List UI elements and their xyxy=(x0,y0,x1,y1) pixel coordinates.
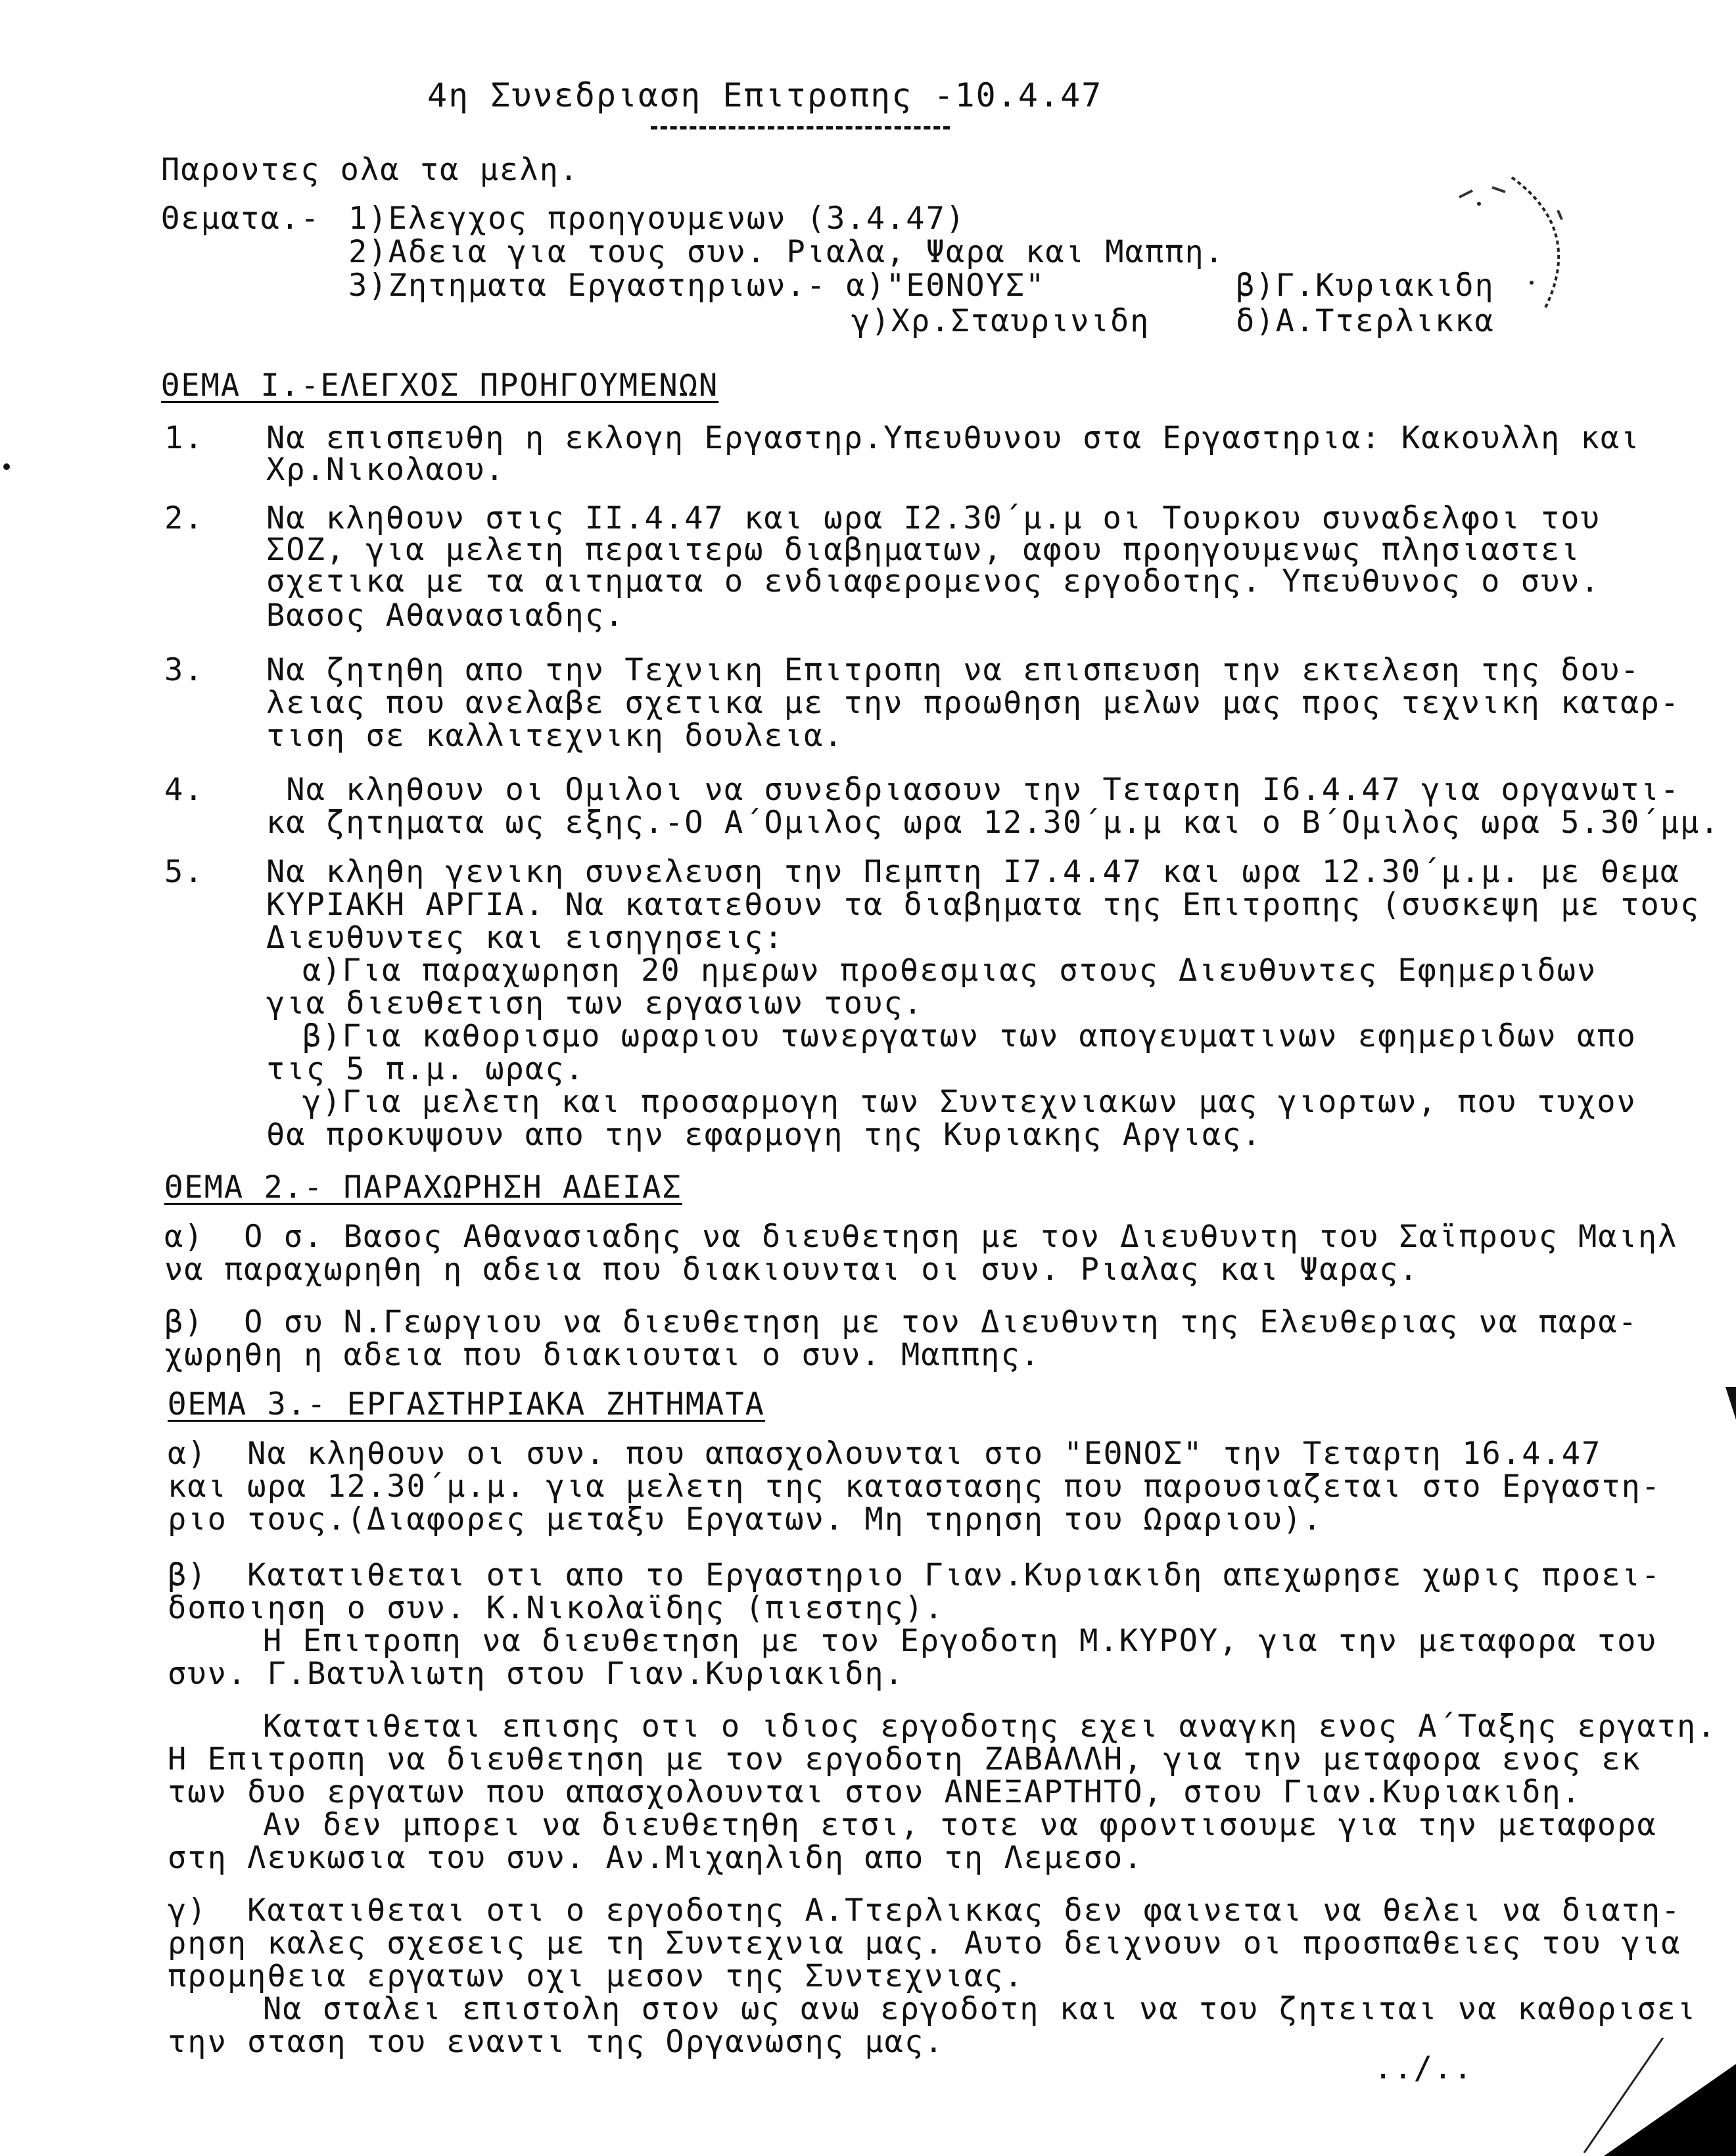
agenda-item-3b: β)Γ.Κυριακιδη xyxy=(1236,268,1495,304)
item-5-line-3: Διευθυντες και εισηγησεις: xyxy=(266,920,784,956)
section-2-a-line-2: να παραχωρηθη η αδεια που διακιουνται οι συν. Ριαλας και Ψαρας. xyxy=(164,1252,1419,1288)
item-2-line-1: Να κληθουν στις ΙΙ.4.47 και ωρα Ι2.30΄μ.μ οι Τουρκου συναδελφοι του xyxy=(266,500,1601,536)
item-5-line-1: Να κληθη γενικη συνελευση την Πεμπτη Ι7.4.47 και ωρα 12.30΄μ.μ. με θεμα xyxy=(266,854,1681,890)
section-3-g-line-5: την σταση του εναντι της Οργανωσης μας. xyxy=(168,2024,945,2060)
item-5-sub-b-1: β)Για καθορισμο ωραριου τωνεργατων των απογευματινων εφημεριδων απο xyxy=(302,1018,1637,1054)
present-line: Παροντες ολα τα μελη. xyxy=(161,152,580,188)
edge-mark-right xyxy=(1722,1387,1736,1420)
section-2-b-line-1: β) Ο συ Ν.Γεωργιου να διευθετηση με τον Διευθυντη της Ελευθεριας να παρα- xyxy=(164,1304,1638,1340)
item-5-sub-a-2: για διευθετιση των εργασιων τους. xyxy=(266,985,924,1021)
item-4-line-1: Να κληθουν οι Ομιλοι να συνεδριασουν την Τεταρτη Ι6.4.47 για οργανωτι- xyxy=(266,772,1681,808)
section-3-b-line-2: δοποιηση ο συν. Κ.Νικολαϊδης (πιεστης). xyxy=(168,1590,945,1626)
item-5-line-2: ΚΥΡΙΑΚΗ ΑΡΓΙΑ. Να κατατεθουν τα διαβηματα της Επιτροπης (συσκεψη με τους xyxy=(266,887,1701,923)
section-2-a-line-1: α) Ο σ. Βασος Αθανασιαδης να διευθετηση με τον Διευθυντη του Σαϊπρους Μαιηλ xyxy=(164,1219,1678,1255)
item-3-line-1: Να ζητηθη απο την Τεχνικη Επιτροπη να επισπευση την εκτελεση της δου- xyxy=(266,652,1641,688)
section-3-b-line-4: συν. Γ.Βατυλιωτη στου Γιαν.Κυριακιδη. xyxy=(168,1656,904,1692)
agenda-label: Θεματα.- xyxy=(161,200,321,237)
corner-shadow xyxy=(1564,2038,1736,2156)
continuation-mark: ../.. xyxy=(1374,2050,1474,2086)
section-3-a-line-1: α) Να κληθουν οι συν. που απασχολουνται στο "ΕΘΝΟΣ" την Τεταρτη 16.4.47 xyxy=(168,1436,1602,1472)
section-2-b-line-2: χωρηθη η αδεια που διακιουται ο συν. Μαππης. xyxy=(164,1337,1041,1373)
agenda-item-3g: γ)Χρ.Σταυρινιδη xyxy=(851,303,1150,339)
stamp-mark xyxy=(1413,151,1597,335)
section-3-g-line-3: προμηθεια εργατων οχι μεσον της Συντεχνιας. xyxy=(168,1958,1024,1994)
section-3-g-line-1: γ) Κατατιθεται οτι ο εργοδοτης Α.Ττερλικκας δεν φαινεται να θελει να διατη- xyxy=(168,1892,1681,1929)
item-5-sub-a-1: α)Για παραχωρηση 20 ημερων προθεσμιας στους Διευθυντες Εφημεριδων xyxy=(302,952,1597,989)
item-3-number: 3. xyxy=(164,652,204,688)
agenda-item-1: 1)Ελεγχος προηγουμενων (3.4.47) xyxy=(348,200,966,237)
title-underline xyxy=(651,126,950,129)
item-5-number: 5. xyxy=(164,854,204,890)
section-3-p-line-3: των δυο εργατων που απασχολουνται στον ΑΝΕΞΑΡΤΗΤΟ, στου Γιαν.Κυριακιδη. xyxy=(168,1774,1582,1810)
item-5-sub-b-2: τις 5 π.μ. ωρας. xyxy=(266,1051,585,1087)
item-2-line-2: ΣΟΖ, για μελετη περαιτερω διαβηματων, αφου προηγουμενως πλησιαστει xyxy=(266,532,1581,568)
edge-mark xyxy=(0,460,13,473)
item-5-sub-g-2: θα προκυψουν απο την εφαρμογη της Κυριακης Αργιας. xyxy=(266,1117,1262,1153)
section-2-heading: ΘΕΜΑ 2.- ΠΑΡΑΧΩΡΗΣΗ ΑΔΕΙΑΣ xyxy=(164,1169,682,1206)
section-3-b-line-3: Η Επιτροπη να διευθετηση με τον Εργοδοτη Μ.ΚΥΡΟΥ, για την μεταφορα του xyxy=(263,1623,1657,1659)
item-4-line-2: κα ζητηματα ως εξης.-Ο Α΄Ομιλος ωρα 12.30΄μ.μ και ο Β΄Ομιλος ωρα 5.30΄μμ. xyxy=(266,805,1720,841)
agenda-item-3: 3)Ζητηματα Εργαστηριων.- α)"ΕΘΝΟΥΣ" xyxy=(348,268,1046,304)
item-3-line-3: τιση σε καλλιτεχνικη δουλεια. xyxy=(266,718,844,754)
section-3-a-line-3: ριο τους.(Διαφορες μεταξυ Εργατων. Μη τηρηση του Ωραριου). xyxy=(168,1501,1323,1537)
item-5-sub-g-1: γ)Για μελετη και προσαρμογη των Συντεχνιακων μας γιορτων, που τυχον xyxy=(302,1084,1637,1120)
section-3-b-line-1: β) Κατατιθεται οτι απο το Εργαστηριο Γιαν.Κυριακιδη απεχωρησε χωρις προει- xyxy=(168,1557,1662,1593)
agenda-item-3d: δ)Α.Ττερλικκα xyxy=(1236,303,1495,339)
item-2-number: 2. xyxy=(164,500,204,536)
item-1-line-1: Να επισπευθη η εκλογη Εργαστηρ.Υπευθυνου στα Εργαστηρια: Κακουλλη και xyxy=(266,420,1641,456)
item-2-line-3: σχετικα με τα αιτηματα ο ενδιαφερομενος εργοδοτης. Υπευθυνος ο συν. xyxy=(266,563,1601,599)
agenda-item-2: 2)Αδεια για τους συν. Ριαλα, Ψαρα και Μαππη. xyxy=(348,234,1225,270)
section-3-p-line-2: Η Επιτροπη να διευθετηση με τον εργοδοτη ΖΑΒΑΛΛΗ, για την μεταφορα ενος εκ xyxy=(168,1741,1641,1777)
section-3-g-line-2: ρηση καλες σχεσεις με τη Συντεχνια μας. Αυτο δειχνουν οι προσπαθειες του για xyxy=(168,1925,1681,1961)
section-3-g-line-4: Να σταλει επιστολη στον ως ανω εργοδοτη και να του ζητειται να καθορισει xyxy=(263,1991,1697,2027)
item-2-line-4: Βασος Αθανασιαδης. xyxy=(266,598,625,634)
item-3-line-2: λειας που ανελαβε σχετικα με την προωθηση μελων μας προς τεχνικη καταρ- xyxy=(266,685,1681,721)
section-3-p-line-5: στη Λευκωσια του συν. Αν.Μιχαηλιδη απο τη Λεμεσο. xyxy=(168,1840,1144,1876)
section-3-heading: ΘΕΜΑ 3.- ΕΡΓΑΣΤΗΡΙΑΚΑ ΖΗΤΗΜΑΤΑ xyxy=(168,1386,765,1422)
section-3-a-line-2: και ωρα 12.30΄μ.μ. για μελετη της καταστασης που παρουσιαζεται στο Εργαστη- xyxy=(168,1468,1662,1505)
section-3-p-line-4: Αν δεν μπορει να διευθετηθη ετσι, τοτε να φροντισουμε για την μεταφορα xyxy=(263,1807,1657,1843)
item-1-line-2: Χρ.Νικολαου. xyxy=(266,452,505,488)
item-4-number: 4. xyxy=(164,772,204,808)
item-1-number: 1. xyxy=(164,420,204,456)
page-title: 4η Συνεδριαση Επιτροπης -10.4.47 xyxy=(427,76,1103,114)
section-1-heading: ΘΕΜΑ Ι.-ΕΛΕΓΧΟΣ ΠΡΟΗΓΟΥΜΕΝΩΝ xyxy=(161,367,719,404)
section-3-p-line-1: Κατατιθεται επισης οτι ο ιδιος εργοδοτης εχει αναγκη ενος Α΄Ταξης εργατη. xyxy=(263,1708,1717,1745)
